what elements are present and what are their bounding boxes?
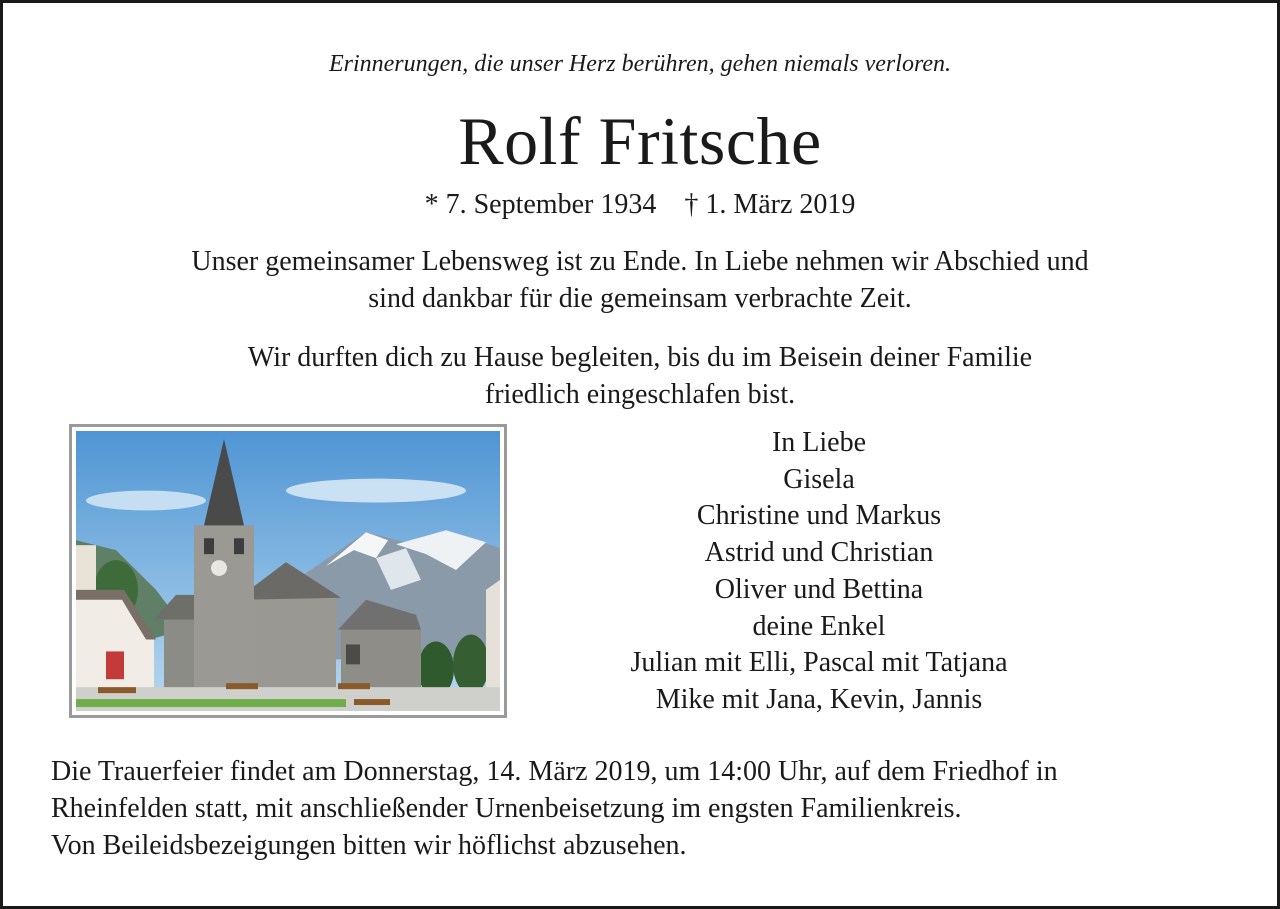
passing-line: friedlich eingeschlafen bist. [484, 379, 796, 410]
funeral-line: Rheinfelden statt, mit anschließender Urnenbeisetzung im engsten Familienkreis. [51, 793, 962, 824]
passing-paragraph [3, 339, 1277, 413]
passing-line: Wir durften dich zu Hause begleiten, bis du im Beisein deiner Familie [247, 342, 1033, 373]
motto-quote: Erinnerungen, die unser Herz berühren, gehen niemals verloren. [328, 51, 952, 77]
family-line: Mike mit Jana, Kevin, Jannis [655, 683, 983, 715]
funeral-line: Von Beileidsbezeigungen bitten wir höflichst abzusehen. [51, 830, 687, 861]
farewell-line: sind dankbar für die gemeinsam verbrachte Zeit. [368, 283, 912, 314]
family-line: In Liebe [771, 427, 867, 458]
deceased-name: Rolf Fritsche [458, 103, 822, 179]
church-mountain-image [76, 431, 500, 711]
farewell-paragraph [3, 243, 1277, 317]
family-line: Julian mit Elli, Pascal mit Tatjana [630, 647, 1008, 679]
family-line: Oliver und Bettina [714, 573, 924, 605]
family-line: deine Enkel [752, 610, 886, 642]
family-line: Astrid und Christian [704, 537, 934, 569]
funeral-info [51, 753, 1237, 864]
birth-date: * 7. September 1934 [424, 189, 657, 220]
funeral-line: Die Trauerfeier findet am Donnerstag, 14. März 2019, um 14:00 Uhr, auf dem Friedhof in [51, 756, 1058, 787]
church-photo [69, 424, 507, 718]
family-signatures [563, 425, 1075, 719]
family-line: Gisela [783, 463, 855, 495]
farewell-line: Unser gemeinsamer Lebensweg ist zu Ende. In Liebe nehmen wir Abschied und [191, 246, 1089, 277]
life-dates [3, 189, 1277, 221]
family-line: Christine und Markus [696, 500, 942, 532]
death-date: † 1. März 2019 [684, 189, 856, 220]
